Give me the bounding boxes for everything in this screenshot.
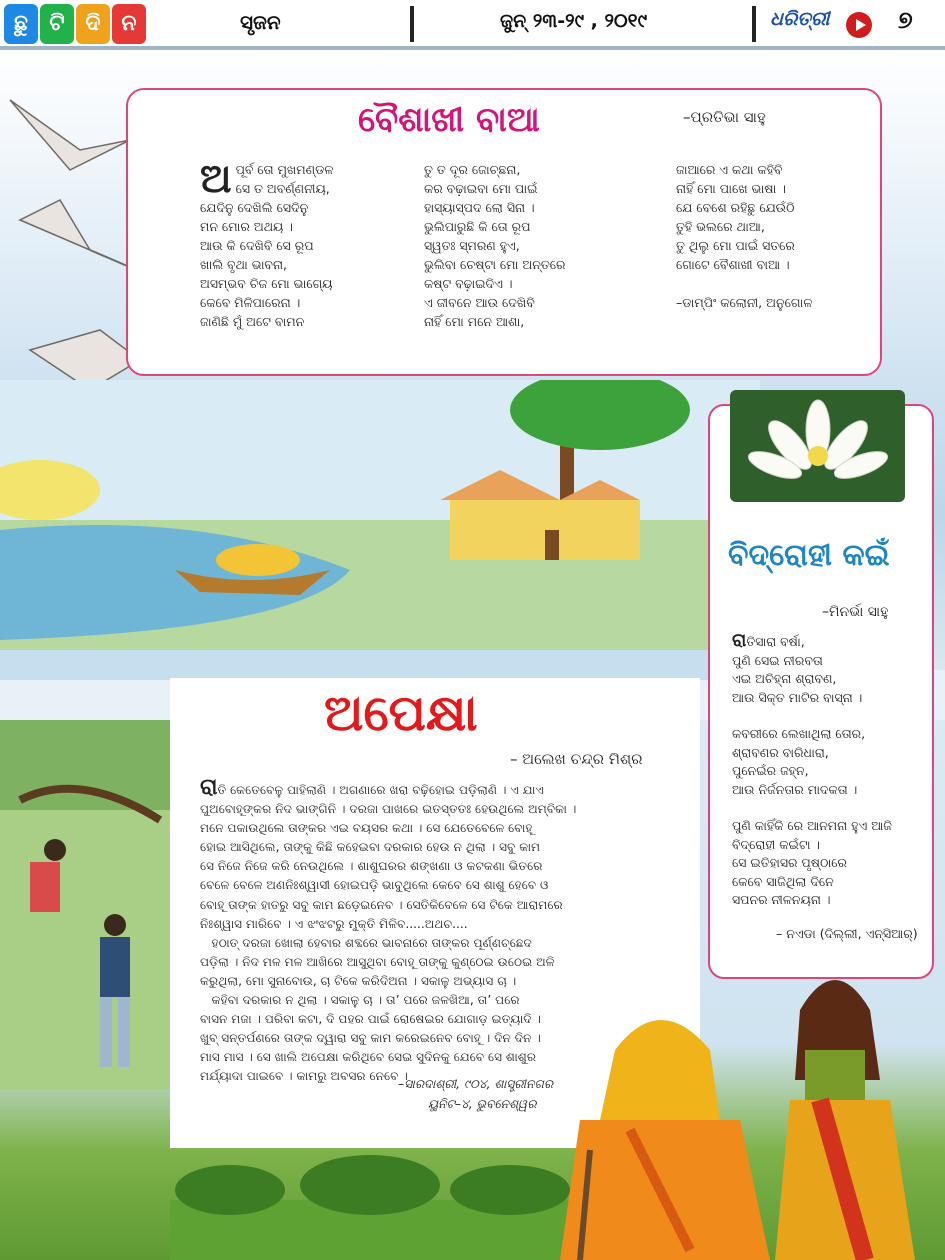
page-number: ୭ (898, 6, 913, 34)
story-line: ବେଳେ ବେଳେ ଅଣନିଃଶ୍ୱାସୀ ହୋଇପଡ଼ି ଭାବୁଥିଲେ କେବେ ସେ ଶାଶୁ ହେବେ ଓ (200, 878, 549, 893)
poem-line: କର ବଢ଼ାଇବା ମୋ ପାଇଁ (424, 181, 538, 196)
poem-author: –ପ୍ରତିଭା ସାହୁ (683, 108, 766, 126)
poem-line: ତିସାରା ବର୍ଷା, (746, 634, 805, 649)
poem-line: ଅସମ୍ଭବ ଚିଜ ମୋ ଭାଗ୍ୟେ (200, 276, 333, 291)
logo-tile-1: ଛୁ (4, 4, 38, 44)
poem-line: ତୁ ତ ଦୂର ଜୋଚ୍ଛନା, (424, 162, 521, 177)
poem-line: ଏ ଜୀବନେ ଆଉ ଦେଖିବି (424, 295, 535, 310)
story-line: ମନେ ପକାଉଥିଲେ ତାଙ୍କର ଏଇ ବୟସର କଥା । ସେ ଯେତେବେଳେ ବୋହୂ (200, 821, 533, 836)
poem-line: ନାହିଁ ମୋ ମନେ ଆଶା, (424, 314, 525, 329)
poem-title: ବୈଶାଖୀ ବାଆ (358, 100, 540, 140)
poem-line: ଆଉ ସିକ୍ତ ମାଟିର ବାସ୍ନା । (732, 689, 863, 705)
logo-tile-3: ଦି (76, 4, 110, 44)
drop-cap: ରା (200, 775, 218, 800)
poem-line: ପୁଣି ସେଇ ନୀରବତା (732, 652, 823, 668)
story-line: ବୋହୂ ତାଙ୍କ ହାତରୁ ସବୁ କାମ ଛଡ଼େଇନେବ । ସେତିକିବେଳେ ସେ ଟିକେ ଆରାମରେ (200, 897, 563, 912)
poem-line: ସ୍ୱତଃ ସ୍ମରଣ ହୁଏ, (424, 238, 520, 253)
story-line: ନିଃଶ୍ୱାସ ମାରିବେ । ଏ ଝଂଝଟରୁ ମୁକ୍ତି ମିଳିବ.....ଅଥଚ.... (200, 916, 468, 931)
poem-line: ସେ ଇତିହାସର ପୃଷ୍ଠାରେ (732, 855, 847, 870)
poem-line: ଭୁଲିବା ଚେଷ୍ଟା ମୋ ଅନ୍ତରେ (424, 257, 566, 272)
poem-place: – ନଏଡା (ଦିଲ୍ଲୀ, ଏନ୍‌ସିଆର୍) (776, 926, 918, 941)
story-line: ଖୁବ୍ ସନ୍ତର୍ପଣରେ ତାଙ୍କ ଦ୍ୱାରା ସବୁ କାମ କରେଇନେବ ବୋହୂ । ଦିନ ଦିନ । (200, 1031, 541, 1046)
logo-tile-2: ଟି (40, 4, 74, 44)
story-line: ସେ ନିଜେ ନିଜେ କରି ନେଉଥିଲେ । ଶାଶୁଘରର ଶଙ୍ଖଣା ଓ କଟକଣା ଭିତରେ (200, 859, 543, 874)
poem-line: ସପନର ନୀଳନୟନା । (732, 892, 831, 907)
poem-line: ତୁ ଥିଲୁ ମୋ ପାଇଁ ସତରେ (676, 238, 795, 253)
poem-line: ପୁନେଇଁର ଜହ୍ନ, (732, 763, 809, 778)
drop-cap: ଅ (200, 156, 232, 202)
poem-line: ଶ୍ରାବଣର ବାରିଧାରା, (732, 744, 829, 760)
header-separator (752, 6, 756, 42)
section-title: ସୃଜନ (240, 10, 281, 34)
poem-line: ନାହିଁ ମୋ ପାଖେ ଭାଷା । (676, 181, 786, 196)
poem-box-baishakhi (126, 88, 882, 376)
poem-column-2 (424, 160, 565, 331)
story-line: ହୋଇ ଆସିଥିଲେ, ତାଙ୍କୁ କିଛି କହେଇବା ଦରକାର ହେଉ ନ ଥିଲା । ସବୁ କାମ (200, 840, 541, 855)
poem-author: –ମିନର୍ଭା ସାହୁ (822, 604, 889, 620)
story-line: ହଠାତ୍ ଦରଜା ଖୋଲା ହେବାର ଶବ୍ଦରେ ଭାବନାରେ ତାଙ୍କର ପୂର୍ଣ୍ଣଚ୍ଛେଦ (200, 935, 532, 950)
poem-line: କେବେ ସାଜିଥିଲା ଦିନେ (732, 873, 834, 889)
lotus-flower-image (730, 390, 905, 502)
poem-line: କେବେ ମିଳିପାରେନା । (200, 295, 301, 310)
village-painting (0, 380, 760, 680)
poem-line: ଖାଲି ବୃଥା ଭାବନା, (200, 257, 287, 272)
story-line: ବାସନ ମଜା । ପରିବା କଟା, ଦି ପହର ପାଇଁ ରୋଷେଇର ଯୋଗାଡ଼ ଇତ୍ୟାଦି । (200, 1012, 541, 1027)
poem-line: ଆଉ କି ଦେଖିବି ସେ ରୂପ (200, 238, 314, 253)
story-line: ପଡ଼ିଲା । ନିଦ ମଳ ମଳ ଆଖିରେ ଆସୁଥିବା ବୋହୂ ତାଙ୍କୁ କୁଣ୍ଠେଇ ଉଠେଇ ଅଳି (200, 954, 555, 969)
issue-date: ଜୁନ୍ ୨୩-୨୯ , ୨୦୧୯ (500, 10, 648, 32)
story-line: ତି କେତେବେଳୁ ପାହିଲାଣି । ଅଗଣାରେ ଖରା ବଢ଼ିହୋଇ ପଡ଼ିଲାଣି । ଏ ଯାଏ (217, 783, 544, 797)
logo-tile-4: ନ (112, 4, 146, 44)
couple-photo (0, 720, 170, 1090)
poem-line: ଭୁଲିପାରୁଛି କି ତୋ ରୂପ (424, 219, 531, 234)
header-separator (410, 6, 414, 42)
poem-body (732, 632, 892, 910)
poem-line: ଯେଦିନୁ ଦେଖିଲି ସେଦିନୁ (200, 200, 309, 215)
header-divider (0, 46, 945, 50)
poem-line: ହାସ୍ୟାସ୍ପଦ ଲୋ ସିନା । (424, 200, 535, 215)
story-title: ଅପେକ୍ଷା (324, 684, 478, 742)
poem-line: ପୂର୍ବ ତୋ ମୁଖମଣ୍ଡଳ (235, 162, 334, 177)
poem-line: ଜାଣିଛି ମୁଁ ଅଟେ ବାମନ (200, 314, 305, 329)
poem-line: ତୁହି ଭଲରେ ଥାଆ, (676, 219, 765, 234)
poem-line: ବିଦ୍ରୋହୀ କଇଁଟା । (732, 836, 821, 852)
story-place-line: –ସାରଦାଶ୍ରୀ, ୯୦୪, ଶାସ୍ତ୍ରୀନଗର (398, 1077, 554, 1091)
story-line: କରୁଥିଲା, ମୋ ସୁନାବୋଉ, ଚା ଟିକେ କରିଦିଅନା । ସକାଳୁ ଅଭ୍ୟାସ ଚା । (200, 973, 517, 988)
poem-line: ଯେ ବେଶେ ରହିଛୁ ଯେଉଁଠି (676, 200, 795, 215)
poem-title: ବିଦ୍ରୋହୀ କଇଁ (728, 538, 890, 573)
drop-cap: ରା (732, 630, 747, 651)
story-line: ପୁଅବୋହୂଙ୍କର ନିଦ ଭାଙ୍ଗିନି । ଦରଜା ପାଖରେ ଇତସ୍ତତଃ ହେଉଥିଲେ ଅମ୍ବିକା । (200, 802, 577, 817)
story-line: କହିବା ଦରକାର ନ ଥିଲା । ସକାଳୁ ଚା । ତା’ ପରେ ଜଳଖିଆ, ତା’ ପରେ (200, 993, 520, 1008)
poem-line: ସେ ତ ଅବର୍ଣ୍ଣନୀୟ, (235, 181, 330, 196)
poem-column-1 (200, 156, 334, 331)
women-illustration (520, 950, 945, 1260)
poem-line: ଜାଆରେ ଏ କଥା କହିବି (676, 162, 783, 177)
poem-line: ଗୋଟେ ବୈଶାଖୀ ବାଆ । (676, 257, 790, 272)
poem-line: ଏଇ ଅଚିହ୍ନା ଶ୍ରାବଣ, (732, 671, 837, 686)
poem-line: ମନ ମୋର ଅଥୟ । (200, 219, 293, 234)
story-line: ମାସ ମାସ । ସେ ଖାଲି ଅପେକ୍ଷା କରିଥିବେ ସେଇ ସୁଦିନକୁ ଯେବେ ସେ ଶାଶୁର (200, 1050, 537, 1065)
story-author: – ଅଲେଖ ଚନ୍ଦ୍ର ମିଶ୍ର (510, 750, 643, 768)
poem-line: କବରୀରେ ଲେଖାଥିଲା ତୋର, (732, 726, 866, 741)
newspaper-name: ଧରିତ୍ରୀ (770, 8, 830, 30)
poem-line: କଷ୍ଟ ବଢ଼ାଇଦିଏ । (424, 276, 513, 291)
story-line: ମର୍ଯ୍ୟାଦା ପାଇବେ । କାମରୁ ଅବସର ନେବେ । (200, 1069, 408, 1084)
story-place-line: ୟୁନିଟ–୪, ଭୁବନେଶ୍ୱର (428, 1097, 537, 1111)
poem-place: –ଡାମ୍ପିଂ କଲୋନୀ, ଅନୁଗୋଳ (676, 295, 813, 310)
poem-line: ଆଉ ନିର୍ଜନତାର ମାଦକତା । (732, 781, 858, 797)
poem-line: ପୁଣି କାହିଁକି ରେ ଆନମନା ହୁଏ ଆଜି (732, 818, 892, 833)
play-icon (846, 12, 872, 38)
poem-column-3 (676, 160, 812, 312)
